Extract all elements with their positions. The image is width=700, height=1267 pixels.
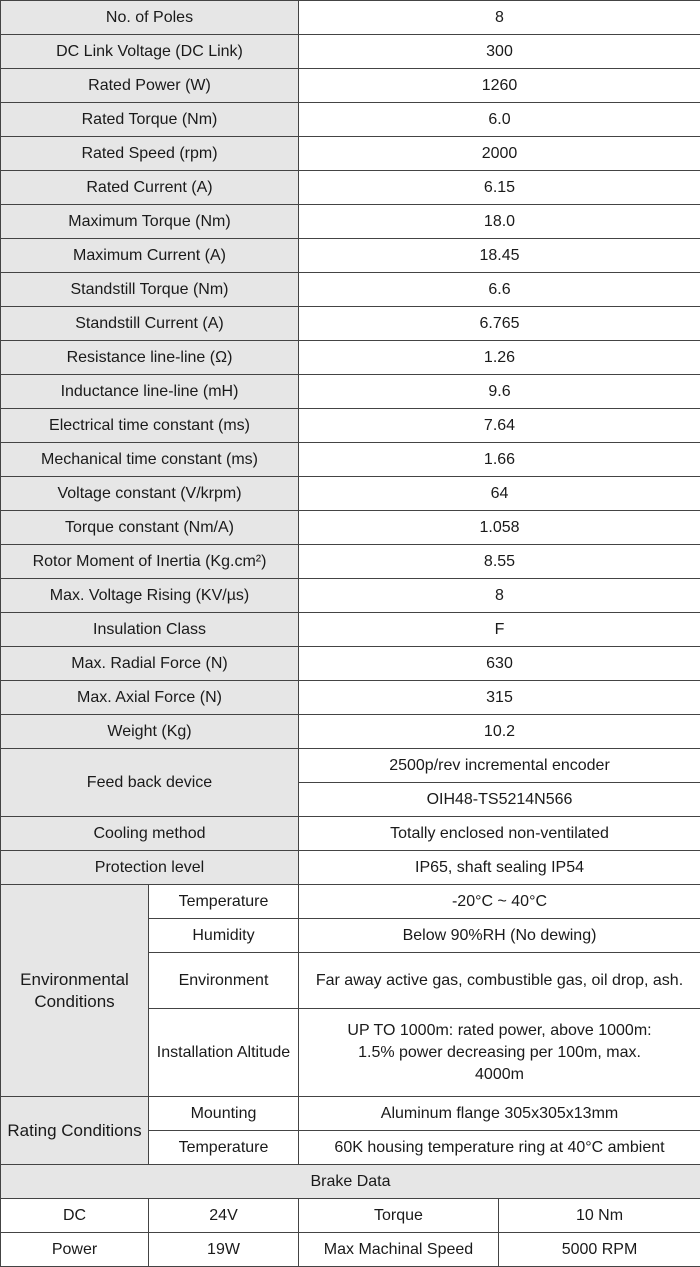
feedback-row — [1, 749, 700, 783]
environmental-value: -20°C ~ 40°C — [299, 885, 700, 919]
environmental-sub-label: Temperature — [149, 885, 299, 919]
brake-data-title: Brake Data — [1, 1165, 700, 1199]
environmental-row — [1, 885, 700, 919]
spec-label: Max. Voltage Rising (KV/µs) — [1, 579, 299, 613]
environmental-sub-label: Environment — [149, 953, 299, 1009]
spec-label: Rated Speed (rpm) — [1, 137, 299, 171]
spec-label: Rated Power (W) — [1, 69, 299, 103]
spec-label: Maximum Current (A) — [1, 239, 299, 273]
spec-label: DC Link Voltage (DC Link) — [1, 35, 299, 69]
spec-row — [1, 443, 700, 477]
spec-label: Mechanical time constant (ms) — [1, 443, 299, 477]
spec-value: 9.6 — [299, 375, 700, 409]
brake-cell: 24V — [149, 1199, 299, 1233]
brake-cell: 5000 RPM — [499, 1233, 700, 1267]
spec-label: Torque constant (Nm/A) — [1, 511, 299, 545]
spec-row — [1, 171, 700, 205]
feedback-label: Feed back device — [1, 749, 299, 817]
spec-label: Maximum Torque (Nm) — [1, 205, 299, 239]
spec-row — [1, 137, 700, 171]
protection-row — [1, 851, 700, 885]
spec-row — [1, 613, 700, 647]
protection-label: Protection level — [1, 851, 299, 885]
environmental-sub-label: Installation Altitude — [149, 1009, 299, 1097]
brake-cell: Torque — [299, 1199, 499, 1233]
spec-label: Standstill Current (A) — [1, 307, 299, 341]
spec-value: 1.26 — [299, 341, 700, 375]
rating-sub-label: Temperature — [149, 1131, 299, 1165]
spec-value: 6.765 — [299, 307, 700, 341]
spec-label: Inductance line-line (mH) — [1, 375, 299, 409]
feedback-encoder: 2500p/rev incremental encoder — [299, 749, 700, 783]
spec-row — [1, 273, 700, 307]
brake-cell: Power — [1, 1233, 149, 1267]
spec-label: No. of Poles — [1, 1, 299, 35]
spec-label: Electrical time constant (ms) — [1, 409, 299, 443]
spec-value: 300 — [299, 35, 700, 69]
spec-value: 18.0 — [299, 205, 700, 239]
spec-value: 8 — [299, 579, 700, 613]
brake-row — [1, 1199, 700, 1233]
spec-value: 315 — [299, 681, 700, 715]
rating-row — [1, 1097, 700, 1131]
spec-value: 1260 — [299, 69, 700, 103]
spec-label: Insulation Class — [1, 613, 299, 647]
environmental-value: Far away active gas, combustible gas, oil drop, ash. — [299, 953, 700, 1009]
brake-cell: Max Machinal Speed — [299, 1233, 499, 1267]
spec-row — [1, 307, 700, 341]
spec-value: 7.64 — [299, 409, 700, 443]
environmental-conditions-label: Environmental Conditions — [1, 885, 149, 1097]
spec-row — [1, 681, 700, 715]
spec-value: 6.0 — [299, 103, 700, 137]
spec-row — [1, 1, 700, 35]
spec-label: Max. Radial Force (N) — [1, 647, 299, 681]
spec-label: Standstill Torque (Nm) — [1, 273, 299, 307]
spec-value: 6.6 — [299, 273, 700, 307]
spec-row — [1, 511, 700, 545]
feedback-model: OIH48-TS5214N566 — [299, 783, 700, 817]
spec-value: 10.2 — [299, 715, 700, 749]
spec-value: 2000 — [299, 137, 700, 171]
spec-row — [1, 545, 700, 579]
brake-cell: DC — [1, 1199, 149, 1233]
spec-value: 1.058 — [299, 511, 700, 545]
environmental-sub-label: Humidity — [149, 919, 299, 953]
spec-label: Weight (Kg) — [1, 715, 299, 749]
spec-value: 8 — [299, 1, 700, 35]
protection-value: IP65, shaft sealing IP54 — [299, 851, 700, 885]
spec-row — [1, 409, 700, 443]
spec-value: F — [299, 613, 700, 647]
spec-row — [1, 477, 700, 511]
spec-label: Resistance line-line (Ω) — [1, 341, 299, 375]
spec-row — [1, 715, 700, 749]
brake-header-row — [1, 1165, 700, 1199]
spec-row — [1, 341, 700, 375]
spec-row — [1, 69, 700, 103]
brake-cell: 10 Nm — [499, 1199, 700, 1233]
spec-value: 8.55 — [299, 545, 700, 579]
spec-row — [1, 579, 700, 613]
brake-cell: 19W — [149, 1233, 299, 1267]
rating-sub-label: Mounting — [149, 1097, 299, 1131]
spec-label: Rated Current (A) — [1, 171, 299, 205]
spec-value: 630 — [299, 647, 700, 681]
rating-value: 60K housing temperature ring at 40°C ambient — [299, 1131, 700, 1165]
spec-value: 1.66 — [299, 443, 700, 477]
spec-row — [1, 103, 700, 137]
spec-row — [1, 35, 700, 69]
rating-conditions-label: Rating Conditions — [1, 1097, 149, 1165]
spec-value: 18.45 — [299, 239, 700, 273]
brake-row — [1, 1233, 700, 1267]
spec-label: Rated Torque (Nm) — [1, 103, 299, 137]
spec-row — [1, 375, 700, 409]
spec-row — [1, 239, 700, 273]
spec-label: Max. Axial Force (N) — [1, 681, 299, 715]
rating-value: Aluminum flange 305x305x13mm — [299, 1097, 700, 1131]
cooling-value: Totally enclosed non-ventilated — [299, 817, 700, 851]
environmental-value: UP TO 1000m: rated power, above 1000m: 1.5% power decreasing per 100m, max. 4000m — [299, 1009, 700, 1097]
spec-row — [1, 205, 700, 239]
spec-label: Voltage constant (V/krpm) — [1, 477, 299, 511]
spec-value: 64 — [299, 477, 700, 511]
environmental-value: Below 90%RH (No dewing) — [299, 919, 700, 953]
cooling-row — [1, 817, 700, 851]
spec-row — [1, 647, 700, 681]
cooling-label: Cooling method — [1, 817, 299, 851]
spec-label: Rotor Moment of Inertia (Kg.cm²) — [1, 545, 299, 579]
spec-value: 6.15 — [299, 171, 700, 205]
